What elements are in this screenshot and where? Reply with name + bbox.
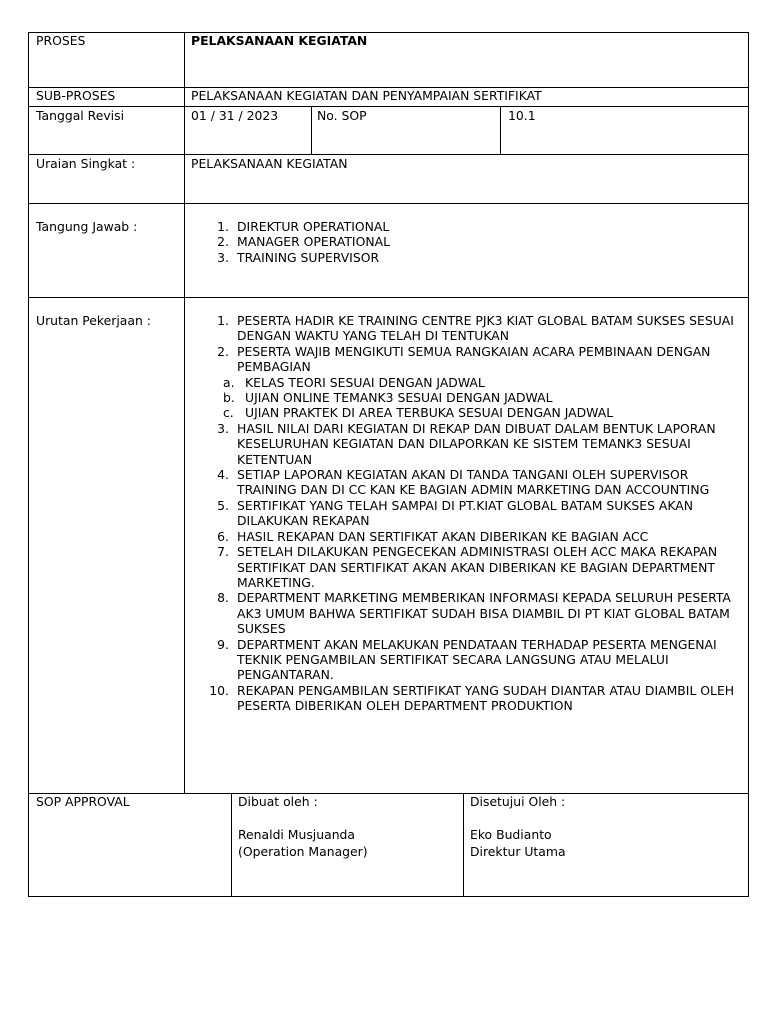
tanggal-revisi-value: 01 / 31 / 2023 [191, 108, 279, 123]
list-item: 7. SETELAH DILAKUKAN PENGECEKAN ADMINISTRASI OLEH ACC MAKA REKAPAN SERTIFIKAT DAN SERTIFIKAT AKAN AKAN DIBERIKAN KE BAGIAN DEPARTMENT MARKETING. [217, 544, 718, 590]
list-item: 2. PESERTA WAJIB MENGIKUTI SEMUA RANGKAIAN ACARA PEMBINAAN DENGAN PEMBAGIAN a. KELAS TEORI SESUAI DENGAN JADWAL b. UJIAN ONLINE TEMANK3 SESUAI DENGAN JADWAL c. UJIAN PRAKTEK DI AREA TERBUKA SESUAI DENGAN JADWAL [237, 344, 737, 421]
list-item: 1. PESERTA HADIR KE TRAINING CENTRE PJK3 KIAT GLOBAL BATAM SUKSES SESUAI DENGAN WAKTU YANG TELAH DI TENTUKAN [217, 313, 734, 344]
uraian-singkat-label: Uraian Singkat : [36, 156, 136, 171]
tanggal-revisi-label: Tanggal Revisi [36, 108, 125, 123]
no-sop-label: No. SOP [317, 108, 367, 123]
made-by-name: Renaldi Musjuanda [238, 827, 356, 842]
list-item: 4. SETIAP LAPORAN KEGIATAN AKAN DI TANDA TANGANI OLEH SUPERVISOR TRAINING DAN DI CC KAN KE BAGIAN ADMIN MARKETING DAN ACCOUNTING [217, 467, 710, 498]
responsibility-list [217, 219, 737, 265]
made-by-title: (Operation Manager) [238, 844, 368, 859]
approved-by-title: Direktur Utama [470, 844, 566, 859]
list-item: 9. DEPARTMENT AKAN MELAKUKAN PENDATAAN TERHADAP PESERTA MENGENAI TEKNIK PENGAMBILAN SERTIFIKAT SECARA LANGSUNG ATAU MELALUI PENGANTARAN. [217, 636, 717, 683]
work-steps-list [209, 313, 737, 714]
sop-approval-label: SOP APPROVAL [36, 794, 130, 809]
sub-list-item: a. KELAS TEORI SESUAI DENGAN JADWAL [223, 374, 485, 390]
sub-list-item: c. UJIAN PRAKTEK DI AREA TERBUKA SESUAI DENGAN JADWAL [223, 405, 614, 421]
list-item: 2. MANAGER OPERATIONAL [217, 234, 390, 250]
uraian-singkat-value: PELAKSANAAN KEGIATAN [191, 156, 348, 171]
sub-list [223, 375, 737, 421]
approved-by-name: Eko Budianto [470, 827, 552, 842]
sub-list-item: b. UJIAN ONLINE TEMANK3 SESUAI DENGAN JADWAL [223, 390, 553, 406]
tanggung-jawab-label: Tangung Jawab : [36, 219, 138, 234]
urutan-pekerjaan-label: Urutan Pekerjaan : [36, 313, 151, 328]
sub-proses-value: PELAKSANAAN KEGIATAN DAN PENYAMPAIAN SERTIFIKAT [191, 88, 542, 103]
made-by-label: Dibuat oleh : [238, 794, 318, 809]
list-item: 3. TRAINING SUPERVISOR [217, 249, 380, 265]
no-sop-value: 10.1 [508, 108, 536, 123]
proses-value: PELAKSANAAN KEGIATAN [191, 33, 368, 48]
approved-by-label: Disetujui Oleh : [470, 794, 566, 809]
list-item: 3. HASIL NILAI DARI KEGIATAN DI REKAP DAN DIBUAT DALAM BENTUK LAPORAN KESELURUHAN KEGIATAN DAN DILAPORKAN KE SISTEM TEMANK3 SESUAI KETENTUAN [217, 420, 716, 467]
list-item: 10. REKAPAN PENGAMBILAN SERTIFIKAT YANG SUDAH DIANTAR ATAU DIAMBIL OLEH PESERTA DIBERIKAN OLEH DEPARTMENT PRODUKTION [209, 682, 735, 714]
proses-label: PROSES [36, 33, 86, 48]
list-item: 5. SERTIFIKAT YANG TELAH SAMPAI DI PT.KIAT GLOBAL BATAM SUKSES AKAN DILAKUKAN REKAPAN [217, 497, 694, 529]
list-item: 8. DEPARTMENT MARKETING MEMBERIKAN INFORMASI KEPADA SELURUH PESERTA AK3 UMUM BAHWA SERTIFIKAT SUDAH BISA DIAMBIL DI PT KIAT GLOBAL BATAM SUKSES [217, 590, 731, 637]
list-item: 6. HASIL REKAPAN DAN SERTIFIKAT AKAN DIBERIKAN KE BAGIAN ACC [217, 528, 649, 544]
list-item: 1. DIREKTUR OPERATIONAL [217, 219, 390, 234]
sub-proses-label: SUB-PROSES [36, 88, 116, 103]
